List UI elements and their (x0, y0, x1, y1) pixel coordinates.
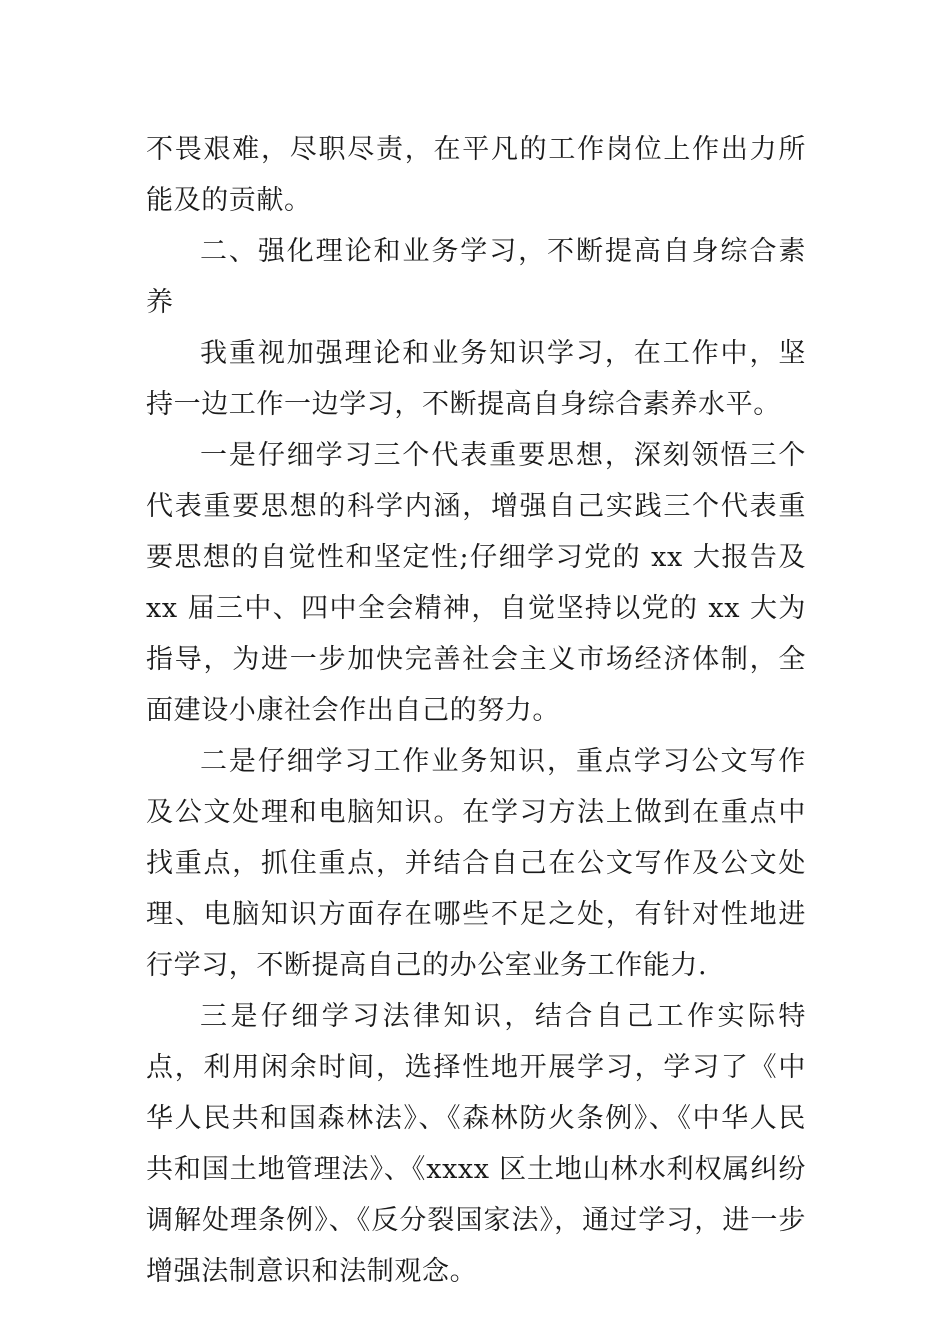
paragraph-point-three: 三是仔细学习法律知识，结合自己工作实际特点，利用闲余时间，选择性地开展学习，学习了《中华人民共和国森林法》、《森林防火条例》、《中华人民共和国土地管理法》、《xxxx 区土地山林水利权属纠纷调解处理条例》、《反分裂国家法》，通过学习，进一步增强法制意识和法制观念。 (146, 1001, 806, 1287)
paragraph-continuation: 不畏艰难，尽职尽责，在平凡的工作岗位上作出力所能及的贡献。 (146, 134, 806, 216)
section-heading: 二、强化理论和业务学习，不断提高自身综合素养 (146, 236, 806, 318)
paragraph-intro: 我重视加强理论和业务知识学习，在工作中，坚持一边工作一边学习，不断提高自身综合素养水平。 (146, 338, 806, 420)
paragraph-point-two: 二是仔细学习工作业务知识，重点学习公文写作及公文处理和电脑知识。在学习方法上做到在重点中找重点，抓住重点，并结合自己在公文写作及公文处理、电脑知识方面存在哪些不足之处，有针对性地进行学习，不断提高自己的办公室业务工作能力. (146, 746, 806, 981)
document-body (146, 124, 806, 1297)
paragraph-point-one: 一是仔细学习三个代表重要思想，深刻领悟三个代表重要思想的科学内涵，增强自己实践三个代表重要思想的自觉性和坚定性;仔细学习党的 xx 大报告及 xx 届三中、四中全会精神，自觉坚持以党的 xx 大为指导，为进一步加快完善社会主义市场经济体制，全面建设小康社会作出自己的努力。 (146, 440, 806, 726)
